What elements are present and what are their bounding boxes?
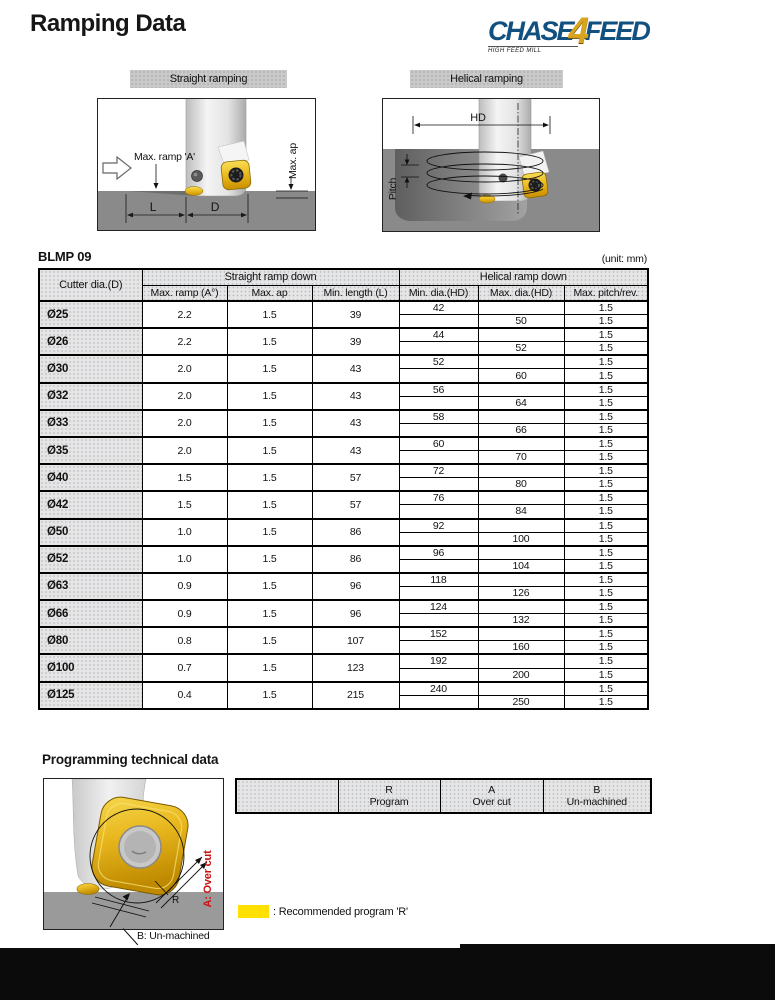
prog-header-b-line1: B — [593, 783, 601, 796]
max-ramp-cell: 2.0 — [142, 437, 227, 464]
max-ramp-cell: 1.0 — [142, 546, 227, 573]
unmachined-label: B: Un-machined — [137, 930, 210, 942]
logo-text-feed: FEED — [584, 16, 649, 46]
pitch-cell: 1.5 — [564, 315, 648, 329]
programming-heading: Programming technical data — [42, 752, 219, 767]
min-dia-empty-cell — [399, 369, 478, 383]
max-dia-empty-cell — [478, 654, 564, 668]
col-header-max-ramp: Max. ramp (A°) — [142, 285, 227, 301]
pitch-cell: 1.5 — [564, 532, 648, 546]
max-dia-cell: 60 — [478, 369, 564, 383]
straight-ramping-diagram — [97, 98, 316, 231]
pitch-cell: 1.5 — [564, 491, 648, 505]
ramping-row-top — [39, 682, 648, 696]
min-length-cell: 39 — [312, 301, 399, 328]
ramping-row-top — [39, 654, 648, 668]
pitch-cell: 1.5 — [564, 505, 648, 519]
min-length-cell: 215 — [312, 682, 399, 709]
programming-table-head — [236, 779, 651, 813]
pitch-cell: 1.5 — [564, 559, 648, 573]
min-dia-cell: 152 — [399, 627, 478, 641]
pitch-label: Pitch — [387, 177, 399, 201]
max-ap-cell: 1.5 — [227, 383, 312, 410]
min-dia-cell: 96 — [399, 546, 478, 560]
col-header-max-pitch: Max. pitch/rev. — [564, 285, 648, 301]
max-dia-empty-cell — [478, 328, 564, 342]
pitch-cell: 1.5 — [564, 355, 648, 369]
min-dia-cell: 58 — [399, 410, 478, 424]
min-length-cell: 107 — [312, 627, 399, 654]
max-ap-cell: 1.5 — [227, 464, 312, 491]
pitch-cell: 1.5 — [564, 573, 648, 587]
helical-ramping-drawing — [383, 99, 599, 231]
cutter-dia-cell: Ø40 — [39, 464, 142, 491]
logo-text-chase: CHASE — [488, 16, 573, 46]
min-dia-cell: 192 — [399, 654, 478, 668]
ramping-row-top — [39, 519, 648, 533]
ramping-row-top — [39, 437, 648, 451]
pitch-cell: 1.5 — [564, 600, 648, 614]
prog-header-b — [543, 779, 651, 813]
min-dia-cell: 92 — [399, 519, 478, 533]
min-dia-empty-cell — [399, 396, 478, 410]
max-ap-cell: 1.5 — [227, 410, 312, 437]
max-ramp-cell: 0.7 — [142, 654, 227, 681]
min-dia-cell: 56 — [399, 383, 478, 397]
ramping-row-top — [39, 301, 648, 315]
min-dia-empty-cell — [399, 342, 478, 356]
min-dia-empty-cell — [399, 423, 478, 437]
min-length-cell: 96 — [312, 573, 399, 600]
insert-left — [77, 884, 99, 895]
max-dia-cell: 84 — [478, 505, 564, 519]
min-dia-cell: 118 — [399, 573, 478, 587]
min-dia-empty-cell — [399, 641, 478, 655]
ramping-table-title: BLMP 09 — [38, 249, 92, 264]
prog-header-r — [338, 779, 440, 813]
cutter-dia-cell: Ø35 — [39, 437, 142, 464]
ramping-row-top — [39, 573, 648, 587]
max-ap-cell: 1.5 — [227, 491, 312, 518]
max-dia-empty-cell — [478, 573, 564, 587]
legend — [238, 905, 408, 918]
max-ramp-cell: 2.2 — [142, 328, 227, 355]
max-ap-cell: 1.5 — [227, 600, 312, 627]
min-dia-empty-cell — [399, 451, 478, 465]
prog-header-empty — [236, 779, 338, 813]
pitch-cell: 1.5 — [564, 464, 648, 478]
r-label: R — [172, 895, 180, 906]
insert-figure-drawing — [44, 779, 223, 929]
straight-ramping-label: Straight ramping — [130, 70, 287, 88]
pitch-cell: 1.5 — [564, 519, 648, 533]
ramping-data-table — [38, 268, 649, 710]
ramping-row-top — [39, 464, 648, 478]
max-dia-cell: 200 — [478, 668, 564, 682]
max-ap-cell: 1.5 — [227, 682, 312, 709]
ramping-table-body — [39, 301, 648, 709]
max-ap-cell: 1.5 — [227, 519, 312, 546]
pitch-cell: 1.5 — [564, 396, 648, 410]
hd-label: HD — [470, 112, 486, 124]
recommended-swatch — [238, 905, 269, 918]
pitch-cell: 1.5 — [564, 301, 648, 315]
max-ramp-cell: 0.9 — [142, 573, 227, 600]
max-dia-empty-cell — [478, 301, 564, 315]
page-title: Ramping Data — [30, 10, 186, 37]
min-length-cell: 96 — [312, 600, 399, 627]
cutter-dia-cell: Ø63 — [39, 573, 142, 600]
pitch-cell: 1.5 — [564, 586, 648, 600]
min-dia-empty-cell — [399, 478, 478, 492]
insert-figure — [43, 778, 224, 930]
pitch-cell: 1.5 — [564, 614, 648, 628]
dim-d-label: D — [210, 200, 220, 214]
col-header-max-ap: Max. ap — [227, 285, 312, 301]
ramping-row-top — [39, 328, 648, 342]
cutter-dia-cell: Ø42 — [39, 491, 142, 518]
max-ap-cell: 1.5 — [227, 437, 312, 464]
max-ramp-cell: 0.4 — [142, 682, 227, 709]
max-dia-cell: 70 — [478, 451, 564, 465]
ramping-table-head — [39, 269, 648, 301]
ramping-row-top — [39, 627, 648, 641]
max-dia-cell: 126 — [478, 586, 564, 600]
max-dia-empty-cell — [478, 627, 564, 641]
ramping-row-top — [39, 600, 648, 614]
cutter-dia-cell: Ø100 — [39, 654, 142, 681]
min-length-cell: 43 — [312, 410, 399, 437]
min-length-cell: 86 — [312, 546, 399, 573]
min-length-cell: 123 — [312, 654, 399, 681]
min-dia-cell: 124 — [399, 600, 478, 614]
cutter-dia-cell: Ø33 — [39, 410, 142, 437]
prog-header-r-line1: R — [385, 783, 393, 796]
max-ramp-label: Max. ramp 'A' — [134, 151, 195, 163]
min-dia-empty-cell — [399, 668, 478, 682]
unit-label: (unit: mm) — [601, 253, 647, 265]
max-dia-empty-cell — [478, 410, 564, 424]
col-group-helical: Helical ramp down — [399, 269, 648, 285]
prog-header-r-line2: Program — [369, 796, 409, 808]
legend-text: : Recommended program 'R' — [273, 905, 408, 918]
max-dia-empty-cell — [478, 491, 564, 505]
pitch-cell: 1.5 — [564, 423, 648, 437]
pitch-cell: 1.5 — [564, 627, 648, 641]
pitch-cell: 1.5 — [564, 342, 648, 356]
pitch-cell: 1.5 — [564, 546, 648, 560]
max-dia-cell: 250 — [478, 695, 564, 709]
insert-left — [185, 187, 203, 196]
footer-bar-right — [460, 944, 775, 1000]
min-dia-empty-cell — [399, 586, 478, 600]
pitch-cell: 1.5 — [564, 369, 648, 383]
max-ramp-cell: 0.8 — [142, 627, 227, 654]
col-group-straight: Straight ramp down — [142, 269, 399, 285]
programming-table — [235, 778, 652, 814]
min-length-cell: 57 — [312, 464, 399, 491]
min-dia-cell: 60 — [399, 437, 478, 451]
max-ramp-cell: 2.2 — [142, 301, 227, 328]
workpiece-floor — [44, 892, 223, 929]
max-dia-cell: 66 — [478, 423, 564, 437]
prog-header-a-line2: Over cut — [472, 796, 511, 808]
cutter-dia-cell: Ø66 — [39, 600, 142, 627]
max-dia-cell: 50 — [478, 315, 564, 329]
max-dia-cell: 160 — [478, 641, 564, 655]
straight-ramping-drawing — [98, 99, 315, 230]
max-ap-cell: 1.5 — [227, 328, 312, 355]
logo-tagline: HIGH FEED MILL — [488, 46, 578, 54]
pitch-cell: 1.5 — [564, 478, 648, 492]
col-header-cutter-dia: Cutter dia.(D) — [39, 269, 142, 301]
cutter-dia-cell: Ø125 — [39, 682, 142, 709]
col-header-min-dia: Min. dia.(HD) — [399, 285, 478, 301]
min-length-cell: 43 — [312, 437, 399, 464]
prog-header-a-line1: A — [488, 783, 495, 796]
min-dia-cell: 76 — [399, 491, 478, 505]
max-dia-cell: 100 — [478, 532, 564, 546]
pitch-cell: 1.5 — [564, 437, 648, 451]
pitch-cell: 1.5 — [564, 668, 648, 682]
max-ramp-cell: 1.5 — [142, 491, 227, 518]
min-length-cell: 39 — [312, 328, 399, 355]
overcut-label: A: Over cut — [202, 850, 214, 908]
dim-l-label: L — [149, 200, 157, 214]
min-dia-empty-cell — [399, 695, 478, 709]
chase4feed-logo — [488, 8, 698, 54]
pitch-cell: 1.5 — [564, 410, 648, 424]
min-length-cell: 43 — [312, 355, 399, 382]
body-hole-highlight — [194, 173, 198, 177]
prog-header-b-line2: Un-machined — [566, 796, 627, 808]
max-ramp-cell: 2.0 — [142, 383, 227, 410]
max-dia-empty-cell — [478, 355, 564, 369]
max-dia-empty-cell — [478, 682, 564, 696]
max-ramp-cell: 1.0 — [142, 519, 227, 546]
min-length-cell: 57 — [312, 491, 399, 518]
ramping-row-top — [39, 546, 648, 560]
pitch-cell: 1.5 — [564, 654, 648, 668]
max-dia-cell: 64 — [478, 396, 564, 410]
min-dia-cell: 42 — [399, 301, 478, 315]
min-dia-empty-cell — [399, 532, 478, 546]
max-dia-empty-cell — [478, 600, 564, 614]
insert-hole-inner — [124, 831, 156, 863]
cutter-dia-cell: Ø80 — [39, 627, 142, 654]
pitch-cell: 1.5 — [564, 383, 648, 397]
max-ramp-cell: 1.5 — [142, 464, 227, 491]
ramping-row-top — [39, 383, 648, 397]
max-ap-cell: 1.5 — [227, 301, 312, 328]
min-dia-cell: 52 — [399, 355, 478, 369]
logo-text-4: 4 — [568, 10, 589, 51]
cutter-dia-cell: Ø26 — [39, 328, 142, 355]
min-length-cell: 86 — [312, 519, 399, 546]
body-hole — [192, 171, 203, 182]
max-ap-cell: 1.5 — [227, 355, 312, 382]
min-dia-cell: 44 — [399, 328, 478, 342]
pitch-cell: 1.5 — [564, 641, 648, 655]
max-dia-empty-cell — [478, 383, 564, 397]
max-dia-cell: 104 — [478, 559, 564, 573]
footer-bar-left — [0, 948, 460, 1000]
cutter-dia-cell: Ø32 — [39, 383, 142, 410]
prog-header-a — [440, 779, 543, 813]
max-dia-empty-cell — [478, 519, 564, 533]
workpiece-floor — [98, 191, 315, 230]
min-dia-empty-cell — [399, 505, 478, 519]
max-ap-cell: 1.5 — [227, 654, 312, 681]
max-ramp-cell: 0.9 — [142, 600, 227, 627]
max-ap-label: Max. ap — [287, 143, 299, 179]
helical-ramping-label: Helical ramping — [410, 70, 563, 88]
min-dia-cell: 72 — [399, 464, 478, 478]
col-header-min-length: Min. length (L) — [312, 285, 399, 301]
col-header-max-dia: Max. dia.(HD) — [478, 285, 564, 301]
cutter-dia-cell: Ø52 — [39, 546, 142, 573]
cutter-dia-cell: Ø30 — [39, 355, 142, 382]
max-ap-cell: 1.5 — [227, 627, 312, 654]
min-dia-empty-cell — [399, 559, 478, 573]
max-dia-cell: 80 — [478, 478, 564, 492]
pitch-cell: 1.5 — [564, 451, 648, 465]
max-ap-cell: 1.5 — [227, 546, 312, 573]
min-dia-empty-cell — [399, 315, 478, 329]
min-dia-empty-cell — [399, 614, 478, 628]
max-ap-cell: 1.5 — [227, 573, 312, 600]
pitch-cell: 1.5 — [564, 328, 648, 342]
ramping-row-top — [39, 355, 648, 369]
min-length-cell: 43 — [312, 383, 399, 410]
pitch-cell: 1.5 — [564, 682, 648, 696]
min-dia-cell: 240 — [399, 682, 478, 696]
max-dia-cell: 132 — [478, 614, 564, 628]
max-ramp-cell: 2.0 — [142, 410, 227, 437]
max-ramp-cell: 2.0 — [142, 355, 227, 382]
max-dia-empty-cell — [478, 464, 564, 478]
cutter-dia-cell: Ø25 — [39, 301, 142, 328]
pitch-cell: 1.5 — [564, 695, 648, 709]
max-dia-cell: 52 — [478, 342, 564, 356]
ramping-row-top — [39, 410, 648, 424]
max-dia-empty-cell — [478, 546, 564, 560]
max-dia-empty-cell — [478, 437, 564, 451]
helical-ramping-diagram — [382, 98, 600, 232]
ramping-row-top — [39, 491, 648, 505]
cutter-dia-cell: Ø50 — [39, 519, 142, 546]
